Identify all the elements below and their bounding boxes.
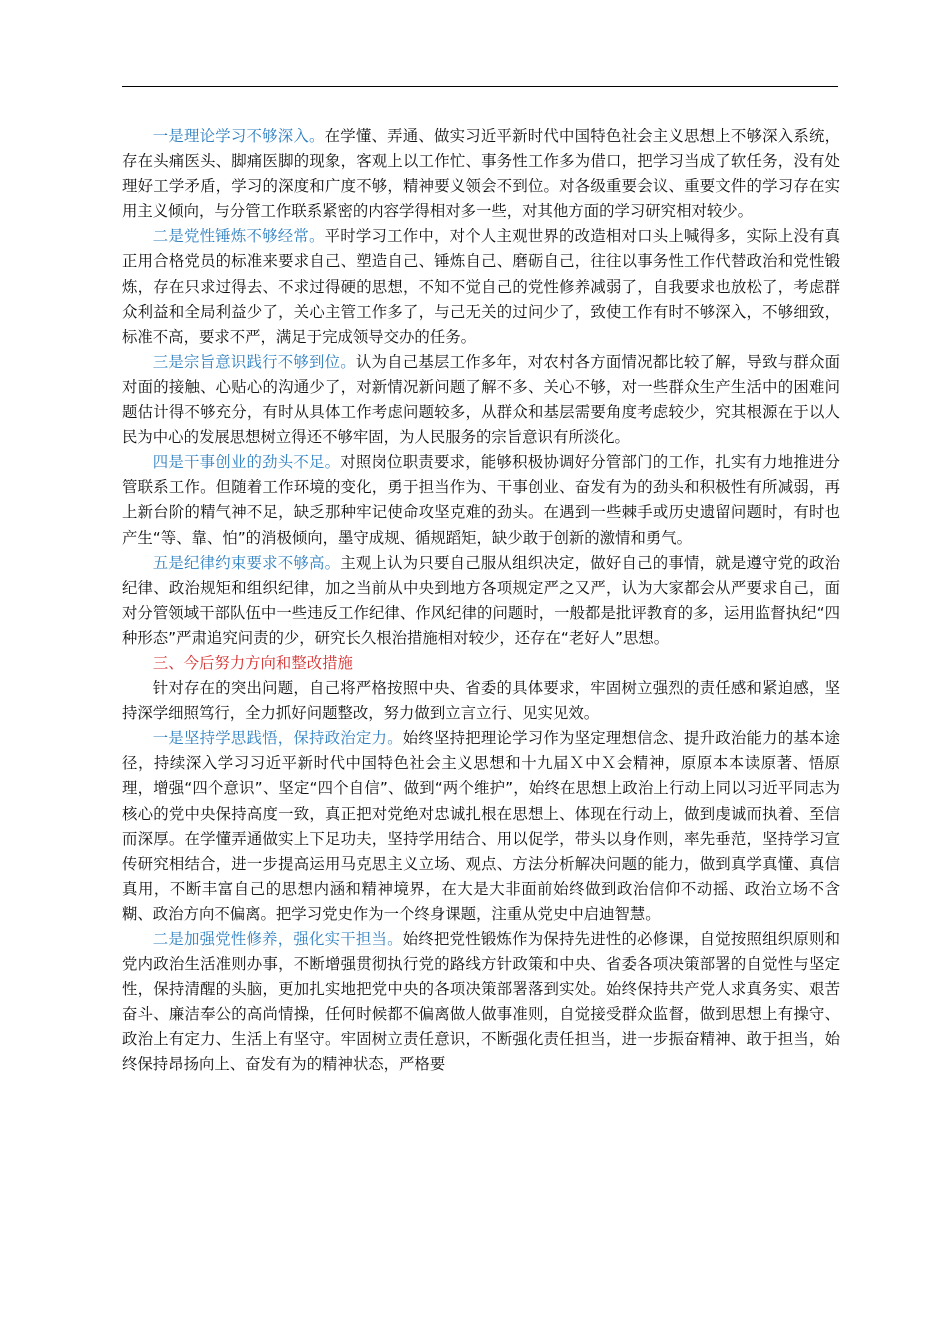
paragraph-text: 始终坚持把理论学习作为坚定理想信念、提升政治能力的基本途径，持续深入学习习近平新时代中国特色社会主义思想和十九届Ｘ中Ｘ会精神，原原本本读原著、悟原理，增强“四个意识”、坚定“四个自信”、做到“两个维护”，始终在思想上政治上行动上同以习近平同志为核心的党中央保持高度一致，真正把对党绝对忠诚扎根在思想上、体现在行动上，做到虔诚而执着、至信而深厚。在学懂弄通做实上下足功夫，坚持学用结合、用以促学，带头以身作则，率先垂范，坚持学习宣传研究相结合，进一步提高运用马克思主义立场、观点、方法分析解决问题的能力，做到真学真懂、真信真用，不断丰富自己的思想内涵和精神境界，在大是大非面前始终做到政治信仰不动摇、政治立场不含糊、政治方向不偏离。把学习党史作为一个终身课题，注重从党史中启迪智慧。 — [122, 729, 840, 923]
paragraph-lead: 二是党性锤炼不够经常。 — [152, 227, 325, 246]
paragraph-lead: 一是理论学习不够深入。 — [152, 127, 325, 145]
paragraph-text: 在学懂、弄通、做实习近平新时代中国特色社会主义思想上不够深入系统，存在头痛医头、脚痛医脚的现象，客观上以工作忙、事务性工作多为借口，把学习当成了软任务，没有处理好工学矛盾，学习的深度和广度不够，精神要义领会不到位。对各级重要会议、重要文件的学习存在实用主义倾向，与分管工作联系紧密的内容学得相对多一些，对其他方面的学习研究相对较少。 — [122, 127, 840, 221]
paragraph-text: 认为自己基层工作多年，对农村各方面情况都比较了解，导致与群众面对面的接触、心贴心的沟通少了，对新情况新问题了解不多、关心不够，对一些群众生产生活中的困难问题估计得不够充分，有时从具体工作考虑问题较多，从群众和基层需要角度考虑较少，究其根源在于以人民为中心的发展思想树立得还不够牢固，为人民服务的宗旨意识有所淡化。 — [122, 352, 840, 447]
paragraph-entrepreneurship — [122, 450, 840, 550]
paragraph-text: 对照岗位职责要求，能够积极协调好分管部门的工作，扎实有力地推进分管联系工作。但随着工作环境的变化，勇于担当作为、干事创业、奋发有为的劲头和积极性有所减弱，再上新台阶的精气神不足，缺乏那种牢记使命攻坚克难的劲头。在遇到一些棘手或历史遗留问题时，有时也产生“等、靠、怕”的消极倾向，墨守成规、循规蹈矩，缺少敢于创新的激情和勇气。 — [122, 453, 840, 547]
paragraph-lead: 五是纪律约束要求不够高。 — [152, 553, 341, 572]
paragraph-party-spirit — [122, 224, 840, 349]
paragraph-text: 始终把党性锻炼作为保持先进性的必修课，自觉按照组织原则和党内政治生活准则办事，不断增强贯彻执行党的路线方针政策和中央、省委各项决策部署的自觉性与坚定性，保持清醒的头脑，更加扎实地把党中央的各项决策部署落到实处。始终保持共产党人求真务实、艰苦奋斗、廉洁奉公的高尚情操，任何时候都不偏离做人做事准则，自觉接受群众监督，做到思想上有操守、政治上有定力、生活上有坚守。牢固树立责任意识，不断强化责任担当，进一步振奋精神、敢于担当，始终保持昂扬向上、奋发有为的精神状态，严格要 — [122, 930, 840, 1074]
section-heading: 三、今后努力方向和整改措施 — [152, 653, 353, 672]
paragraph-lead: 二是加强党性修养，强化实干担当。 — [152, 930, 403, 948]
paragraph-text: 主观上认为只要自己服从组织决定，做好自己的事情，就是遵守党的政治纪律、政治规矩和组织纪律，加之当前从中央到地方各项规定严之又严，认为大家都会从严要求自己，面对分管领域干部队伍中一些违反工作纪律、作风纪律的问题时，一般都是批评教育的多，运用监督执纪“四种形态”严肃追究问责的少，研究长久根治措施相对较少，还存在“老好人”思想。 — [122, 553, 840, 647]
paragraph-political-stance — [122, 726, 840, 927]
document-body — [122, 124, 840, 1078]
paragraph-text: 平时学习工作中，对个人主观世界的改造相对口头上喊得多，实际上没有真正用合格党员的标准来要求自己、塑造自己、锤炼自己、磨砺自己，往往以事务性工作代替政治和党性锻炼，存在只求过得去、不求过得硬的思想，不知不觉自己的党性修养减弱了，自我要求也放松了，考虑群众利益和全局利益少了，关心主管工作多了，与己无关的过问少了，致使工作有时不够深入，不够细致，标准不高，要求不严，满足于完成领导交办的任务。 — [122, 227, 840, 346]
paragraph-purpose-awareness — [122, 350, 840, 450]
paragraph-discipline — [122, 551, 840, 651]
paragraph-lead: 一是坚持学思践悟，保持政治定力。 — [152, 729, 403, 748]
paragraph-lead: 三是宗旨意识践行不够到位。 — [152, 352, 356, 371]
header-rule — [122, 86, 838, 87]
paragraph-party-cultivation — [122, 927, 840, 1078]
paragraph-lead: 四是干事创业的劲头不足。 — [152, 453, 341, 472]
intro-paragraph: 针对存在的突出问题，自己将严格按照中央、省委的具体要求，牢固树立强烈的责任感和紧迫感，坚持深学细照笃行，全力抓好问题整改，努力做到立言立行、见实见效。 — [122, 679, 840, 723]
paragraph-theory-study — [122, 124, 840, 224]
